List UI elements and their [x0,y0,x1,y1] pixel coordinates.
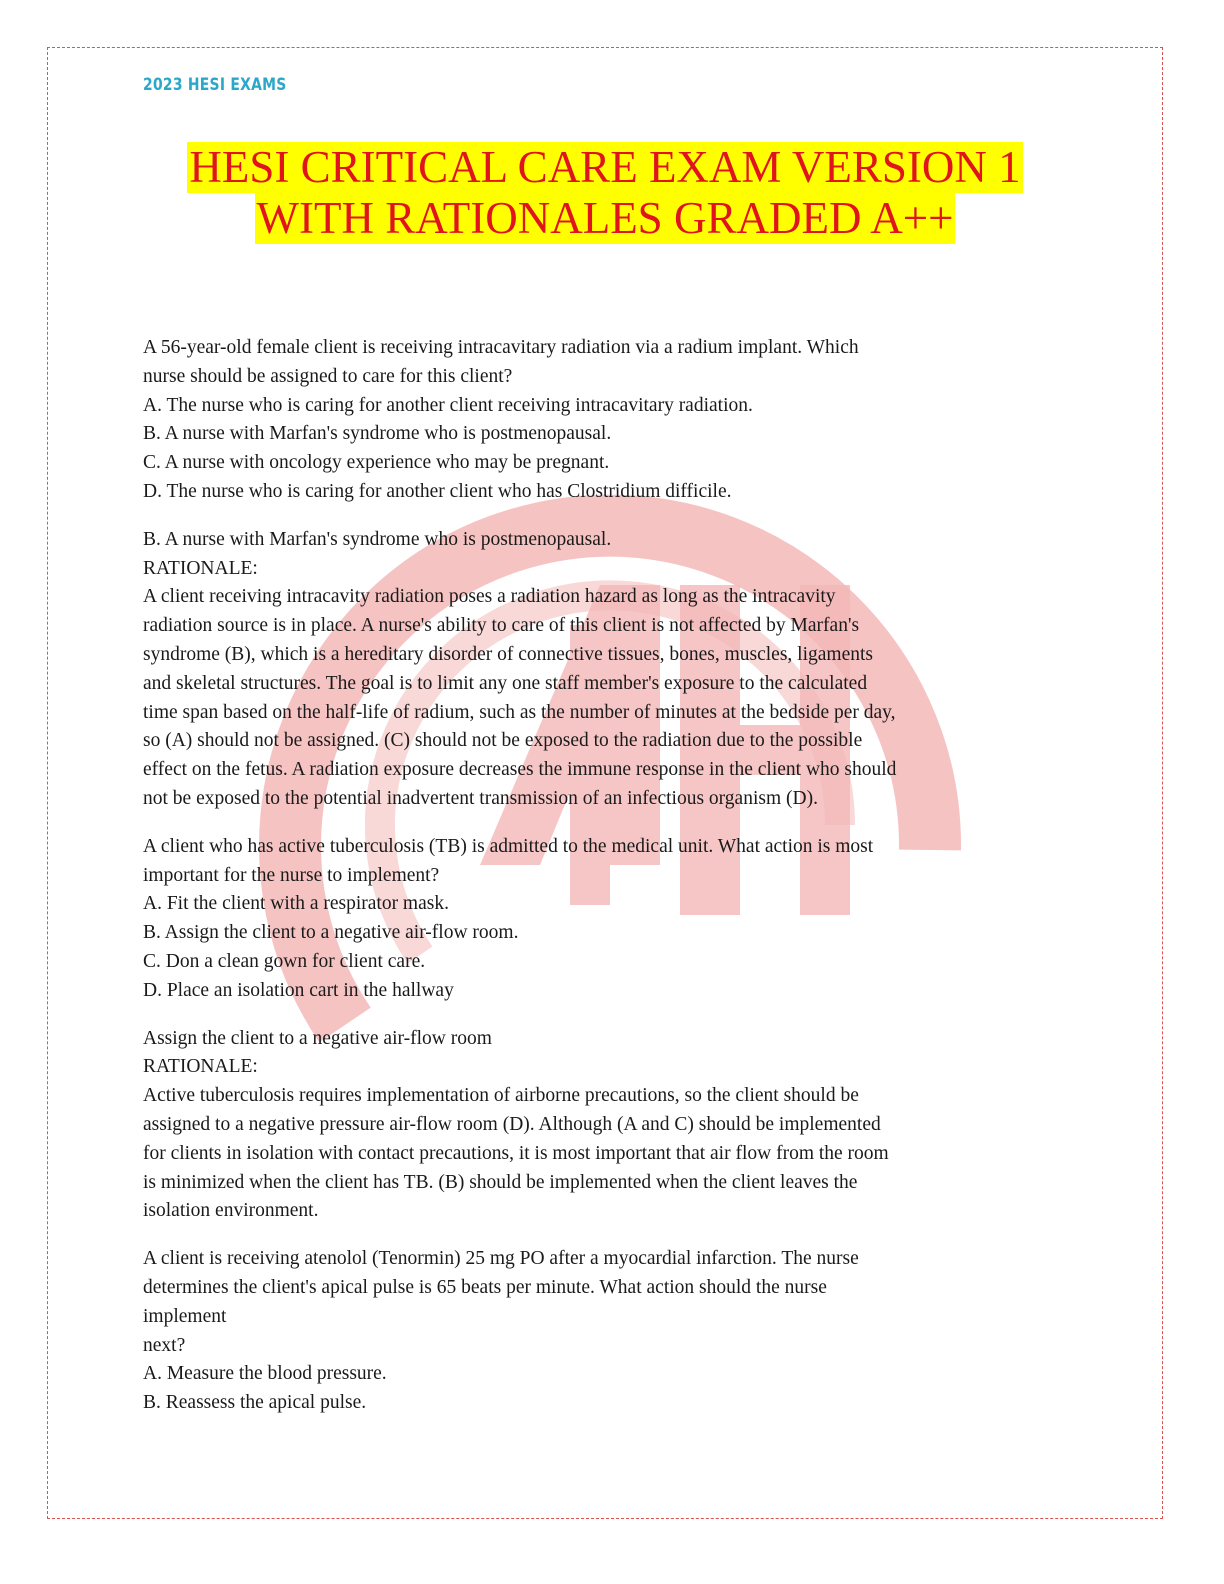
answer-option: A. Fit the client with a respirator mask. [143,893,449,915]
rationale-line: isolation environment. [143,1200,319,1222]
rationale-line: effect on the fetus. A radiation exposure decreases the immune response in the client who should [143,759,897,781]
rationale-line: so (A) should not be assigned. (C) should not be exposed to the radiation due to the possible [143,730,863,752]
answer-option: D. The nurse who is caring for another client who has Clostridium difficile. [143,480,732,502]
rationale-line: syndrome (B), which is a hereditary disorder of connective tissues, bones, muscles, ligaments [143,643,873,665]
rationale-line: time span based on the half-life of radium, such as the number of minutes at the bedside per day, [143,701,896,723]
question-stem-line: next? [143,1334,186,1356]
question-stem-line: determines the client's apical pulse is 65 beats per minute. What action should the nurse [143,1276,827,1298]
answer-2 [143,1025,1013,1227]
rationale-line: radiation source is in place. A nurse's ability to care of this client is not affected by Marfan's [143,615,860,637]
question-1 [143,334,1013,507]
rationale-label: RATIONALE: [143,1056,258,1078]
answer-option: A. The nurse who is caring for another client receiving intracavitary radiation. [143,394,753,416]
rationale-line: is minimized when the client has TB. (B) should be implemented when the client leaves the [143,1171,858,1193]
question-stem-line: important for the nurse to implement? [143,864,440,886]
page-title [0,142,1210,244]
rationale-line: A client receiving intracavity radiation poses a radiation hazard as long as the intracavity [143,586,836,608]
answer-option: B. Assign the client to a negative air-flow room. [143,922,519,944]
header-label: 2023 HESI EXAMS [143,75,287,95]
answer-option: B. Reassess the apical pulse. [143,1392,367,1414]
answer-option: A. Measure the blood pressure. [143,1363,387,1385]
title-line-2: WITH RATIONALES GRADED A++ [256,193,954,243]
question-stem-line: A client is receiving atenolol (Tenormin) 25 mg PO after a myocardial infarction. The nurse [143,1248,859,1270]
rationale-line: and skeletal structures. The goal is to limit any one staff member's exposure to the calculated [143,672,868,694]
rationale-label: RATIONALE: [143,557,258,579]
answer-1 [143,526,1013,814]
rationale-line: Active tuberculosis requires implementation of airborne precautions, so the client should be [143,1085,859,1107]
answer-option: C. Don a clean gown for client care. [143,950,426,972]
question-2 [143,833,1013,1006]
question-3 [143,1245,1013,1418]
correct-answer: B. A nurse with Marfan's syndrome who is postmenopausal. [143,528,612,550]
question-stem-line: nurse should be assigned to care for this client? [143,365,513,387]
answer-option: B. A nurse with Marfan's syndrome who is postmenopausal. [143,423,612,445]
question-stem-line: A 56-year-old female client is receiving intracavitary radiation via a radium implant. Which [143,337,859,358]
rationale-line: assigned to a negative pressure air-flow room (D). Although (A and C) should be implemented [143,1113,881,1135]
question-stem-line: implement [143,1305,227,1327]
rationale-line: for clients in isolation with contact precautions, it is most important that air flow from the room [143,1142,889,1164]
answer-option: C. A nurse with oncology experience who may be pregnant. [143,452,610,474]
correct-answer: Assign the client to a negative air-flow room [143,1027,492,1049]
title-line-1: HESI CRITICAL CARE EXAM VERSION 1 [189,142,1021,192]
rationale-line: not be exposed to the potential inadvertent transmission of an infectious organism (D). [143,787,818,809]
question-stem-line: A client who has active tuberculosis (TB) is admitted to the medical unit. What action is most [143,835,874,857]
document-body [143,334,1013,1437]
answer-option: D. Place an isolation cart in the hallway [143,979,454,1001]
